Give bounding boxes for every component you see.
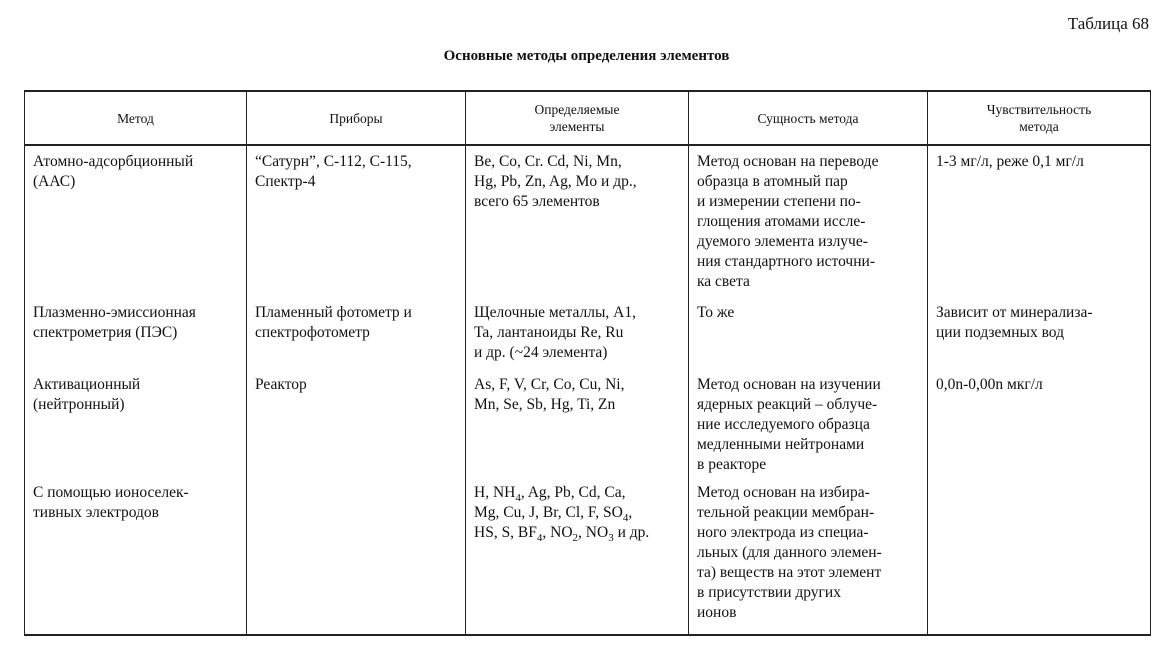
header-devices: Приборы [247, 91, 466, 145]
table-row [25, 297, 1151, 369]
cell-sensitivity [928, 477, 1151, 635]
header-method: Метод [25, 91, 247, 145]
header-essence: Сущность метода [689, 91, 928, 145]
cell-devices: “Сатурн”, С-112, С-115, Спектр-4 [247, 145, 466, 297]
methods-table [24, 90, 1151, 636]
cell-essence: Метод основан на изучении ядерных реакций – облуче- ние исследуемого образца медленными нейтронами в реакторе [689, 369, 928, 477]
cell-method: Атомно-адсорбционный (ААС) [25, 145, 247, 297]
cell-devices [247, 477, 466, 635]
cell-essence: Метод основан на переводе образца в атомный пар и измерении степени по- глощения атомами иссле- дуемого элемента излуче- ния стандартного источни- ка света [689, 145, 928, 297]
cell-devices: Реактор [247, 369, 466, 477]
cell-sensitivity: 1-3 мг/л, реже 0,1 мг/л [928, 145, 1151, 297]
cell-elements: Be, Co, Cr. Cd, Ni, Mn, Hg, Pb, Zn, Ag, Mo и др., всего 65 элементов [466, 145, 689, 297]
table-row [25, 369, 1151, 477]
cell-sensitivity: 0,0n-0,00n мкг/л [928, 369, 1151, 477]
cell-elements: As, F, V, Cr, Co, Cu, Ni, Mn, Se, Sb, Hg, Ti, Zn [466, 369, 689, 477]
header-row [25, 91, 1151, 145]
cell-elements: Щелочные металлы, A1, Ta, лантаноиды Re, Ru и др. (~24 элемента) [466, 297, 689, 369]
cell-method: Плазменно-эмиссионная спектрометрия (ПЭС) [25, 297, 247, 369]
cell-elements: H, $NH_4$, Ag, Pb, Cd, Ca, Mg, Cu, J, Br, Cl, F, $SO_4$, HS, S, $BF_4$, $NO_2$, $NO_3$ и др. [466, 477, 689, 635]
table-row [25, 145, 1151, 297]
cell-method: С помощью ионоселек- тивных электродов [25, 477, 247, 635]
cell-essence: Метод основан на избира- тельной реакции мембран- ного электрода из специа- льных (для данного элемен- та) веществ на этот элемент в присутствии других ионов [689, 477, 928, 635]
table-row [25, 477, 1151, 635]
cell-method: Активационный (нейтронный) [25, 369, 247, 477]
document-title: Основные методы определения элементов [443, 48, 730, 64]
table-number: Таблица 68 [1067, 14, 1149, 33]
cell-devices: Пламенный фотометр и спектрофотометр [247, 297, 466, 369]
header-sensitivity: Чувствительность метода [928, 91, 1151, 145]
cell-sensitivity: Зависит от минерализа- ции подземных вод [928, 297, 1151, 369]
cell-essence: То же [689, 297, 928, 369]
header-elements: Определяемые элементы [466, 91, 689, 145]
